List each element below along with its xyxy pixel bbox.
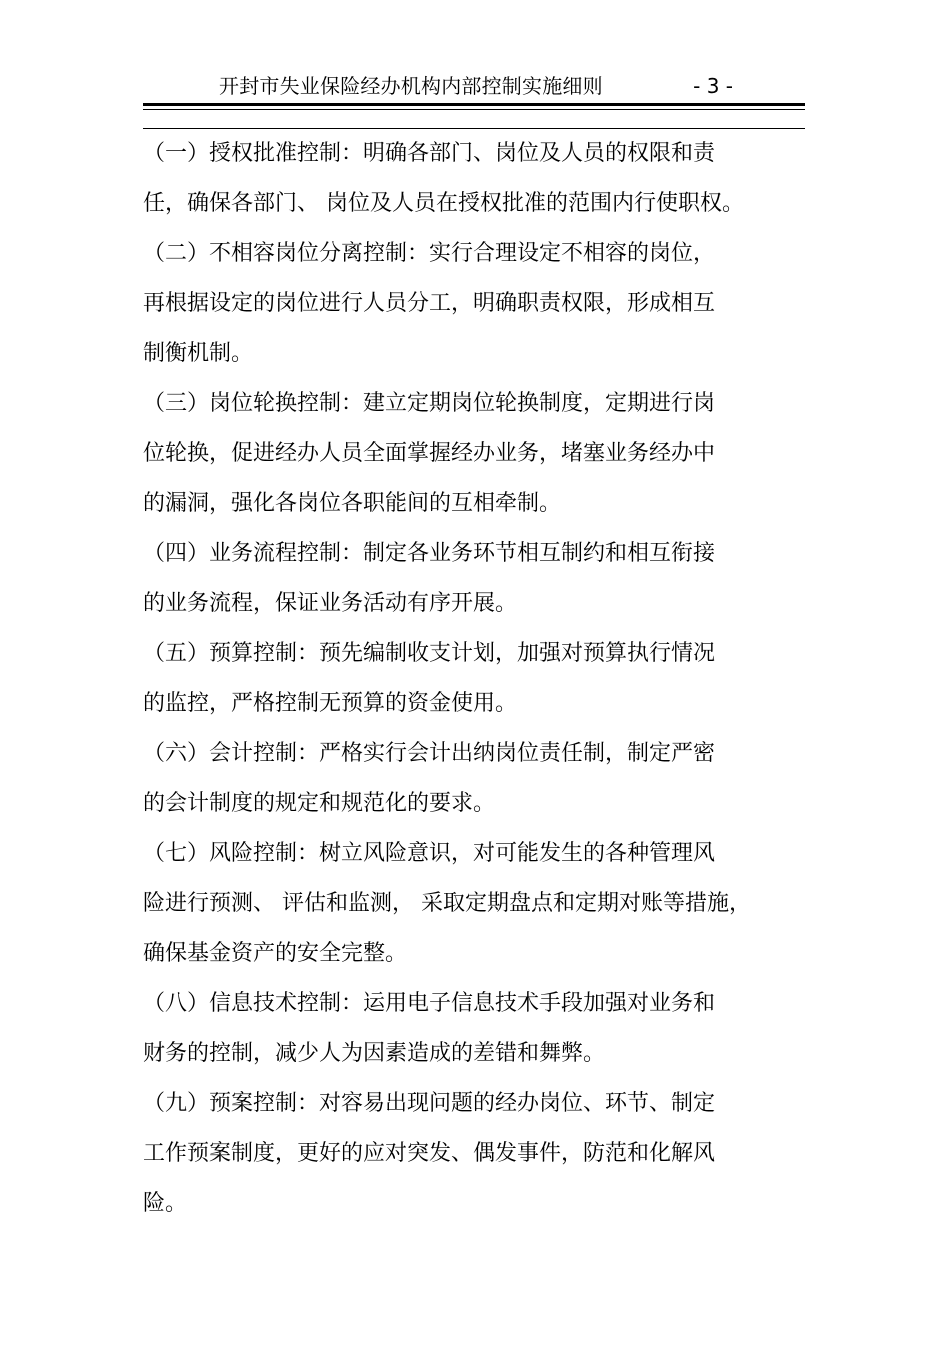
text-line: （八）信息技术控制：运用电子信息技术手段加强对业务和	[143, 991, 716, 1016]
text-line: 险。	[143, 1191, 188, 1216]
text-line: 财务的控制，减少人为因素造成的差错和舞弊。	[143, 1041, 606, 1066]
text-line: 的业务流程，保证业务活动有序开展。	[143, 591, 518, 616]
text-line: （一）授权批准控制：明确各部门、岗位及人员的权限和责	[143, 141, 716, 166]
text-line: （七）风险控制：树立风险意识，对可能发生的各种管理风	[143, 841, 716, 866]
text-line: 位轮换，促进经办人员全面掌握经办业务，堵塞业务经办中	[143, 441, 716, 466]
text-line: （四）业务流程控制：制定各业务环节相互制约和相互衔接	[143, 541, 716, 566]
text-line: 确保基金资产的安全完整。	[143, 941, 408, 966]
page-header	[143, 68, 805, 104]
header-title: 开封市失业保险经办机构内部控制实施细则	[219, 74, 603, 98]
text-line: 的会计制度的规定和规范化的要求。	[143, 791, 496, 816]
text-line: （六）会计控制：严格实行会计出纳岗位责任制，制定严密	[143, 741, 716, 766]
page-number: - 3 -	[693, 74, 733, 98]
header-rule-thin	[143, 109, 805, 110]
text-line: 的监控，严格控制无预算的资金使用。	[143, 691, 518, 716]
text-line: 工作预案制度，更好的应对突发、偶发事件，防范和化解风	[143, 1141, 716, 1166]
text-line: 险进行预测、 评估和监测， 采取定期盘点和定期对账等措施，	[143, 891, 751, 916]
text-line: 任，确保各部门、 岗位及人员在授权批准的范围内行使职权。	[143, 191, 744, 216]
text-line: 制衡机制。	[143, 341, 254, 366]
text-line: （五）预算控制：预先编制收支计划，加强对预算执行情况	[143, 641, 716, 666]
text-line: （九）预案控制：对容易出现问题的经办岗位、环节、制定	[143, 1091, 716, 1116]
header-separator	[143, 128, 805, 129]
text-line: 的漏洞，强化各岗位各职能间的互相牵制。	[143, 491, 562, 516]
text-line: 再根据设定的岗位进行人员分工，明确职责权限，形成相互	[143, 291, 716, 316]
text-line: （三）岗位轮换控制：建立定期岗位轮换制度，定期进行岗	[143, 391, 716, 416]
text-line: （二）不相容岗位分离控制：实行合理设定不相容的岗位，	[143, 241, 716, 266]
header-rule-thick	[143, 103, 805, 106]
